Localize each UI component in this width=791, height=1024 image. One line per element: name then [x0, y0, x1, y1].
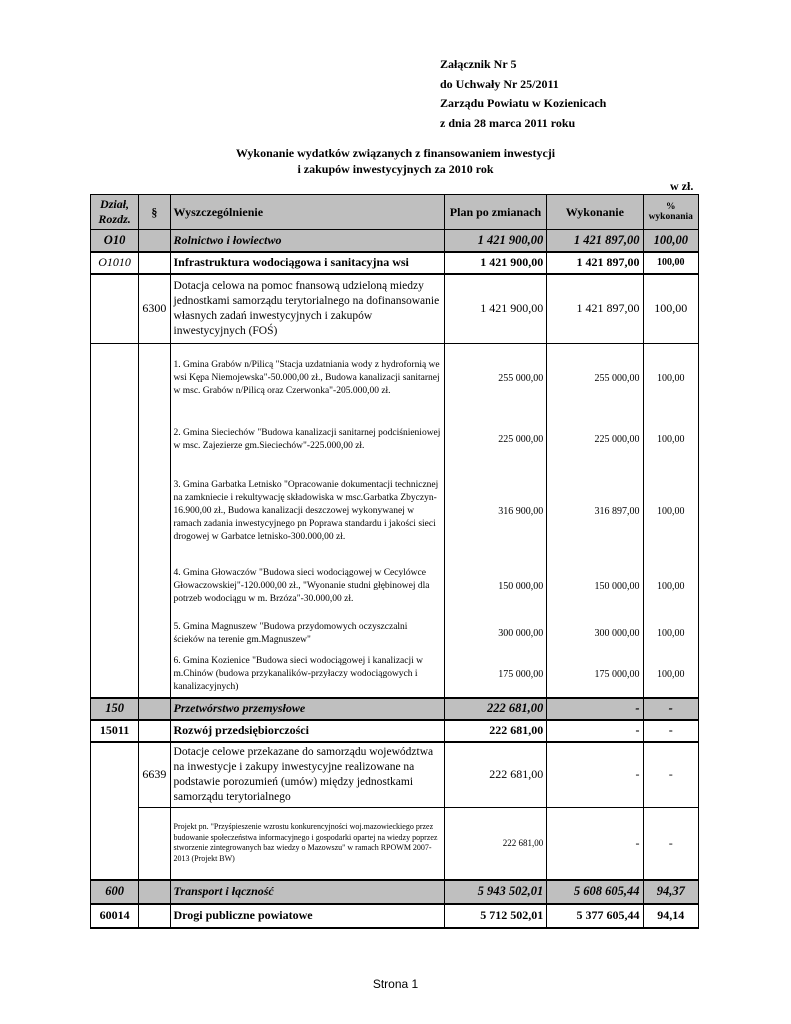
table-row — [91, 904, 699, 928]
chapter-description: Rozwój przedsiębiorczości — [170, 720, 444, 742]
plan-value: 316 900,00 — [444, 466, 547, 558]
attachment-line-1: Załącznik Nr 5 — [440, 57, 517, 71]
percent-value: - — [643, 808, 699, 880]
table-row — [91, 274, 699, 344]
percent-value: 100,00 — [643, 414, 699, 466]
page-number: Strona 1 — [372, 977, 419, 991]
table-row — [91, 698, 699, 720]
execution-value: 316 897,00 — [547, 466, 643, 558]
header-plan: Plan po zmianach — [444, 195, 547, 230]
table-row — [91, 652, 699, 698]
execution-value: 1 421 897,00 — [547, 230, 643, 252]
attachment-line-4: z dnia 28 marca 2011 roku — [440, 115, 576, 130]
execution-value: 175 000,00 — [547, 652, 643, 698]
execution-value: 225 000,00 — [547, 414, 643, 466]
execution-value: - — [547, 742, 643, 808]
header-paragraph: § — [139, 195, 170, 230]
section-code: 600 — [91, 880, 139, 904]
table-row — [91, 880, 699, 904]
section-description: Rolnictwo i łowiectwo — [170, 230, 444, 252]
section-description: Transport i łączność — [170, 880, 444, 904]
chapter-code: O1010 — [91, 252, 139, 274]
plan-value: 150 000,00 — [444, 558, 547, 616]
table-header-row — [91, 195, 699, 230]
header-description: Wyszczególnienie — [170, 195, 444, 230]
percent-value: 100,00 — [643, 344, 699, 414]
currency-unit: w zł. — [670, 179, 694, 193]
sub-item-description: 5. Gmina Magnuszew "Budowa przydomowych oczyszczalni ścieków na terenie gm.Magnuszew" — [170, 616, 444, 652]
table-row — [91, 720, 699, 742]
plan-value: 1 421 900,00 — [444, 274, 547, 344]
percent-value: - — [643, 742, 699, 808]
execution-value: 1 421 897,00 — [547, 274, 643, 344]
sub-item-description: Projekt pn. "Przyśpieszenie wzrostu konkurencyjności woj.mazowieckiego przez budowanie społeczeństwa informacyjnego i gospodarki opartej na wiedzy poprzez stworzenie zintegrowanych baz wiedzy o Mazowszu" w ramach RPOWM 2007-2013 (Projekt BW) — [170, 808, 444, 880]
paragraph-code: 6300 — [139, 274, 170, 344]
attachment-line-3: Zarządu Powiatu w Kozienicach — [440, 96, 607, 110]
item-description: Dotacja celowa na pomoc fnansową udzieloną miedzy jednostkami samorządu terytorialnego na dofinansowanie własnych zadań inwestycyjnych i zakupów inwestycyjnych (FOŚ) — [170, 274, 444, 344]
percent-value: 100,00 — [643, 652, 699, 698]
chapter-code: 60014 — [91, 904, 139, 928]
plan-value: 222 681,00 — [444, 720, 547, 742]
plan-value: 222 681,00 — [444, 698, 547, 720]
attachment-header — [440, 55, 606, 133]
execution-value: 1 421 897,00 — [547, 252, 643, 274]
paragraph-code: 6639 — [139, 742, 170, 808]
plan-value: 5 712 502,01 — [444, 904, 547, 928]
sub-item-description: 1. Gmina Grabów n/Pilicą "Stacja uzdatniania wody z hydrofornią we wsi Kępa Niemojewska"-50.000,00 zł., Budowa kanalizacji sanitarnej w msc. Grabów n/Pilicą oraz Czerwonka"-205.000,00 zł. — [170, 344, 444, 414]
section-code: O10 — [91, 230, 139, 252]
percent-value: 100,00 — [643, 230, 699, 252]
percent-value: - — [643, 698, 699, 720]
table-row — [91, 344, 699, 414]
plan-value: 5 943 502,01 — [444, 880, 547, 904]
section-description: Przetwórstwo przemysłowe — [170, 698, 444, 720]
plan-value: 1 421 900,00 — [444, 230, 547, 252]
plan-value: 255 000,00 — [444, 344, 547, 414]
section-code: 150 — [91, 698, 139, 720]
execution-value: - — [547, 720, 643, 742]
table-row — [91, 808, 699, 880]
percent-value: 94,37 — [643, 880, 699, 904]
chapter-code: 15011 — [91, 720, 139, 742]
execution-value: 255 000,00 — [547, 344, 643, 414]
percent-value: 100,00 — [643, 558, 699, 616]
execution-value: - — [547, 808, 643, 880]
percent-value: 100,00 — [643, 616, 699, 652]
sub-item-description: 4. Gmina Głowaczów "Budowa sieci wodociągowej w Cecylówce Głowaczowskiej"-120.000,00 zł., "Wyonanie studni głębinowej dla potrzeb wodociągu w m. Brzóza"-30.000,00 zł. — [170, 558, 444, 616]
expenditure-table — [90, 194, 699, 929]
execution-value: 5 377 605,44 — [547, 904, 643, 928]
item-description: Dotacje celowe przekazane do samorządu województwa na inwestycje i zakupy inwestycyjne realizowane na podstawie porozumień (umów) między jednostkami samorządu terytorialnego — [170, 742, 444, 808]
plan-value: 222 681,00 — [444, 742, 547, 808]
chapter-description: Drogi publiczne powiatowe — [170, 904, 444, 928]
sub-item-description: 6. Gmina Kozienice "Budowa sieci wodociągowej i kanalizacji w m.Chinów (budowa przykanalików-przyłaczy wodociągowych i kanalizacyjnych) — [170, 652, 444, 698]
header-percent: % wykonania — [643, 195, 699, 230]
percent-value: 100,00 — [643, 274, 699, 344]
sub-item-description: 2. Gmina Sieciechów "Budowa kanalizacji sanitarnej podciśnieniowej w msc. Zajezierze gm.Sieciechów"-225.000,00 zł. — [170, 414, 444, 466]
plan-value: 300 000,00 — [444, 616, 547, 652]
execution-value: 150 000,00 — [547, 558, 643, 616]
chapter-description: Infrastruktura wodociągowa i sanitacyjna wsi — [170, 252, 444, 274]
execution-value: 5 608 605,44 — [547, 880, 643, 904]
execution-value: - — [547, 698, 643, 720]
table-row — [91, 616, 699, 652]
table-row — [91, 466, 699, 558]
plan-value: 222 681,00 — [444, 808, 547, 880]
plan-value: 1 421 900,00 — [444, 252, 547, 274]
percent-value: - — [643, 720, 699, 742]
title-line-1: Wykonanie wydatków związanych z finansowaniem inwestycji — [235, 146, 556, 160]
header-execution: Wykonanie — [547, 195, 643, 230]
plan-value: 225 000,00 — [444, 414, 547, 466]
attachment-line-2: do Uchwały Nr 25/2011 — [440, 76, 559, 91]
title-line-2: i zakupów inwestycyjnych za 2010 rok — [297, 162, 494, 176]
table-row — [91, 230, 699, 252]
plan-value: 175 000,00 — [444, 652, 547, 698]
table-row — [91, 252, 699, 274]
percent-value: 100,00 — [643, 466, 699, 558]
table-row — [91, 414, 699, 466]
execution-value: 300 000,00 — [547, 616, 643, 652]
header-dzial: Dział, Rozdz. — [91, 195, 139, 230]
document-title — [0, 145, 791, 177]
sub-item-description: 3. Gmina Garbatka Letnisko "Opracowanie dokumentacji technicznej na zamkniecie i rekultywację składowiska w msc.Garbatka Zbyczyn-16.900,00 zł., Budowa kanalizacji deszczowej wykonywanej w ramach zadania inwestycyjnego pn Poprawa standardu i jakości sieci drogowej w Garbatce letnisko-300.000,00 zł. — [170, 466, 444, 558]
table-row — [91, 742, 699, 808]
table-row — [91, 558, 699, 616]
percent-value: 100,00 — [643, 252, 699, 274]
percent-value: 94,14 — [643, 904, 699, 928]
